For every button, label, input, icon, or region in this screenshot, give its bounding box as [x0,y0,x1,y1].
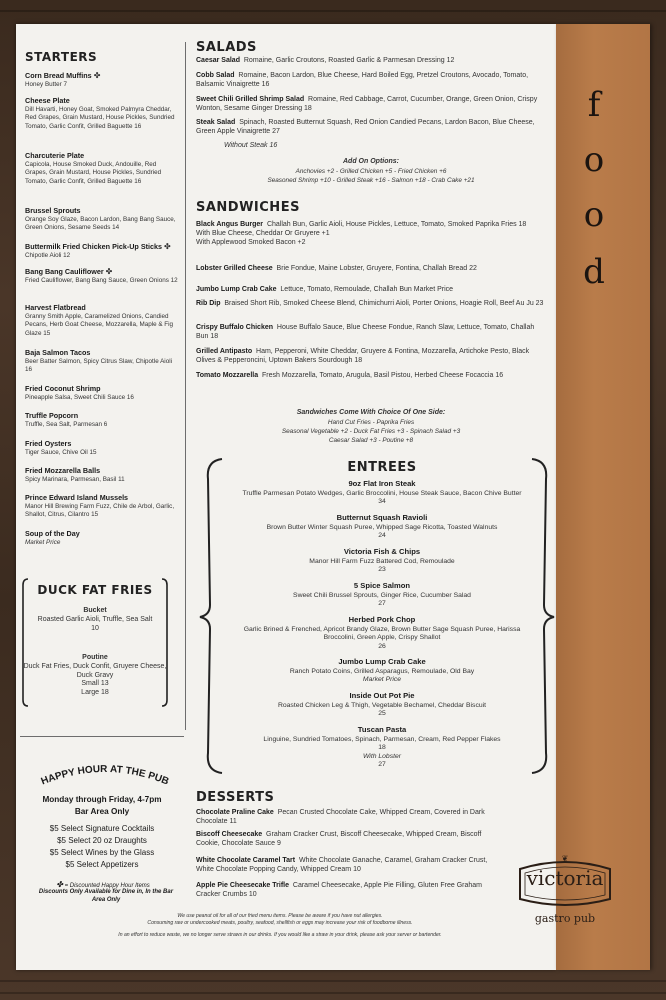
dessert-item: Apple Pie Cheesecake Trifle Caramel Cheesecake, Apple Pie Filling, Gluten Free Graham Cracker Crumbs 10 [196,882,482,899]
section-divider [20,736,184,737]
entree-item: Jumbo Lump Crab Cake Ranch Potato Coins, Grilled Asparagus, Remoulade, Old Bay Market Price [289,657,475,684]
entree-item: Inside Out Pot Pie Roasted Chicken Leg & Thigh, Vegetable Bechamel, Cheddar Biscuit 25 [277,691,487,718]
happy-hour-days: Monday through Friday, 4-7pm [42,795,162,804]
sides-line: Caesar Salad +3 - Poutine +8 [328,437,414,444]
starter-item: Buttermilk Fried Chicken Pick-Up Sticks ✤ Chipotle Aioli 12 [25,242,171,260]
desserts-title: DESSERTS [196,790,275,805]
food-letter: d [583,252,605,292]
salad-item: Caesar Salad Romaine, Garlic Croutons, Roasted Garlic & Parmesan Dressing 12 [196,57,455,64]
entree-item: 5 Spice Salmon Sweet Chili Brussel Sprouts, Ginger Rice, Cucumber Salad 27 [293,581,471,608]
dessert-item: White Chocolate Caramel Tart White Chocolate Ganache, Caramel, Graham Cracker Crust, White Chocolate Popping Candy, Whipped Cream 10 [196,857,488,874]
logo-subtitle: gastro pub [534,912,596,925]
column-divider [185,42,186,730]
happy-hour-special: $5 Select 20 oz Draughts [57,836,147,845]
food-letter: o [583,195,605,235]
starter-item: Fried Coconut Shrimp Pineapple Salsa, Sweet Chili Sauce 16 [25,384,134,402]
entree-item: Tuscan Pasta Linguine, Sundried Tomatoes, Spinach, Parmesan, Cream, Red Pepper Flakes 18 With Lobster 27 [263,725,501,769]
happy-hour-area: Bar Area Only [74,807,130,816]
addon-line: Seasoned Shrimp +10 - Grilled Steak +16 - Salmon +18 - Crab Cake +21 [267,177,475,184]
starter-item: Soup of the Day Market Price [25,529,80,547]
food-letter: o [583,140,605,180]
entrees-title: ENTREES [347,460,417,475]
entree-item: Herbed Pork Chop Garlic Brined & Frenched, Apricot Brandy Glaze, Brown Butter Sage Squash Puree, Harissa Broccolini, Green Apple, Crispy Shallot 26 [243,615,521,650]
sandwich-item: Grilled Antipasto Ham, Pepperoni, White Cheddar, Gruyere & Fontina, Mozzarella, Artichoke Pesto, Black Olives & Pepperoncini, Uptown Bakers Sourdough 18 [196,348,530,365]
sandwich-item: Black Angus Burger Challah Bun, Garlic Aioli, House Pickles, Lettuce, Tomato, Smoked Paprika Fries 18 With Blue Cheese, Cheddar Or Gruyere +1 With Applewood Smoked Bacon +2 [196,221,527,247]
food-letter: f [587,85,601,125]
fleur-icon: ✤ [56,880,63,889]
starter-item: Bang Bang Cauliflower ✤ Fried Cauliflower, Bang Bang Sauce, Green Onions 12 [25,267,178,285]
happy-hour-title: HAPPY HOUR AT THE PUB [39,763,171,788]
sandwich-item: Jumbo Lump Crab Cake Lettuce, Tomato, Remoulade, Challah Bun Market Price [196,286,454,293]
starter-item: Truffle Popcorn Truffle, Sea Salt, Parmesan 6 [25,411,108,429]
salad-item: Sweet Chili Grilled Shrimp Salad Romaine, Red Cabbage, Carrot, Cucumber, Orange, Green Onion, Crispy Wonton, Sesame Ginger Dressing 18 [196,96,538,113]
logo-name: victoria [526,866,604,890]
svg-text:❦: ❦ [561,855,569,863]
happy-hour-special: $5 Select Appetizers [65,860,139,869]
happy-hour-note2: Discounts Only Available for Dine in, In the Bar Area Only [38,889,174,903]
duck-fries-bucket: Bucket Roasted Garlic Aioli, Truffle, Sea Salt 10 [37,607,153,632]
salad-item: Cobb Salad Romaine, Bacon Lardon, Blue Cheese, Hard Boiled Egg, Pretzel Croutons, Avocado, Tomato, Balsamic Vinaigrette 16 [196,72,529,89]
starter-item: Brussel Sprouts Orange Soy Glaze, Bacon Lardon, Bang Bang Sauce, Green Onions, Sesame Seeds 14 [25,206,176,232]
sides-line: Hand Cut Fries - Paprika Fries [327,419,415,426]
sandwiches-title: SANDWICHES [196,200,300,215]
sandwich-item: Crispy Buffalo Chicken House Buffalo Sauce, Blue Cheese Fondue, Ranch Slaw, Lettuce, Tomato, Challah Bun 18 [196,324,535,341]
salad-item: Steak Salad Spinach, Roasted Butternut Squash, Red Onion Candied Pecans, Lardon Bacon, Blue Cheese, Green Apple Vinaigrette 27 [196,119,535,136]
entree-item: Butternut Squash Ravioli Brown Butter Winter Squash Puree, Whipped Sage Ricotta, Toasted Walnuts 24 [266,513,498,540]
happy-hour-special: $5 Select Wines by the Glass [49,848,155,857]
addon-title: Add On Options: [343,158,399,165]
starter-item: Charcuterie Plate Capicola, House Smoked Duck, Andouille, Red Grapes, Grain Mustard, House Pickles, Sundried Tomato, Garlic Confit, Grilled Baguette 16 [25,151,162,185]
entree-item: 9oz Flat Iron Steak Truffle Parmesan Potato Wedges, Garlic Broccolini, House Steak Sauce, Bacon Chive Butter 34 [242,479,522,506]
sides-title: Sandwiches Come With Choice Of One Side: [296,409,446,416]
wood-grain [0,980,666,982]
sandwich-item: Rib Dip Braised Short Rib, Smoked Cheese Blend, Chimichurri Aioli, Porter Onions, Hoagie Roll, Beef Au Ju 23 [196,300,544,307]
happy-hour-special: $5 Select Signature Cocktails [49,824,155,833]
starters-title: STARTERS [25,50,98,64]
starter-item: Prince Edward Island Mussels Manor Hill Brewing Farm Fuzz, Chile de Arbol, Garlic, Shallot, Citrus, Cilantro 15 [25,493,175,519]
starter-item: Baja Salmon Tacos Beer Batter Salmon, Spicy Citrus Slaw, Chipotle Aioli 16 [25,348,172,374]
footer-note: We use peanut oil for all of our fried menu items. Please be aware if you have nut allergies. [177,913,383,919]
starter-item: Corn Bread Muffins ✤ Honey Butter 7 [25,71,101,89]
dessert-item: Biscoff Cheesecake Graham Cracker Crust, Biscoff Cheesecake, Whipped Cream, Biscoff Cookie, Chocolate Sauce 9 [196,831,482,848]
svg-text:HAPPY HOUR AT THE PUB [40,764,171,788]
footer-note: In an effort to reduce waste, we no longer serve straws in our drinks. If you would like a straw in your drink, please ask your server or bartender. [118,932,442,938]
sandwich-item: Lobster Grilled Cheese Brie Fondue, Maine Lobster, Gruyere, Fontina, Challah Bread 22 [196,265,477,272]
wood-grain [0,10,666,12]
wood-grain [0,992,666,994]
duck-fries-poutine: Poutine Duck Fat Fries, Duck Confit, Gruyere Cheese, Duck Gravy Small 13 Large 18 [23,654,167,697]
starter-item: Harvest Flatbread Granny Smith Apple, Caramelized Onions, Candied Pecans, Herb Goat Cheese, Mozzarella, Maple & Fig Glaze 15 [25,303,174,337]
starter-item: Cheese Plate Dill Havarti, Honey Goat, Smoked Palmyra Cheddar, Red Grapes, Grain Mustard, House Pickles, Sundried Tomato, Garlic Confit, Grilled Baguette 16 [25,96,175,130]
sides-line: Seasonal Vegetable +2 - Duck Fat Fries +3 - Spinach Salad +3 [281,428,461,435]
sandwich-item: Tomato Mozzarella Fresh Mozzarella, Tomato, Arugula, Basil Pistou, Herbed Cheese Focaccia 16 [196,372,504,379]
dessert-item: Chocolate Praline Cake Pecan Crusted Chocolate Cake, Whipped Cream, Covered in Dark Chocolate 11 [196,809,485,826]
addon-line: Anchovies +2 - Grilled Chicken +5 - Fried Chicken +6 [295,168,447,175]
salads-title: SALADS [196,40,257,55]
starter-item: Fried Oysters Tiger Sauce, Chive Oil 15 [25,439,97,457]
starter-item: Fried Mozzarella Balls Spicy Marinara, Parmesan, Basil 11 [25,466,125,484]
duck-fat-fries-title: DUCK FAT FRIES [37,583,153,597]
without-steak: Without Steak 16 [224,142,278,149]
footer-note: Consuming raw or undercooked meats, poultry, seafood, shellfish or eggs may increase your risk of foodborne illness. [147,920,413,926]
entree-item: Victoria Fish & Chips Manor Hill Farm Fuzz Battered Cod, Remoulade 23 [309,547,455,574]
happy-hour-note: ✤ = Discounted Happy Hour Items [56,880,150,889]
happy-hour-arc [30,760,180,790]
